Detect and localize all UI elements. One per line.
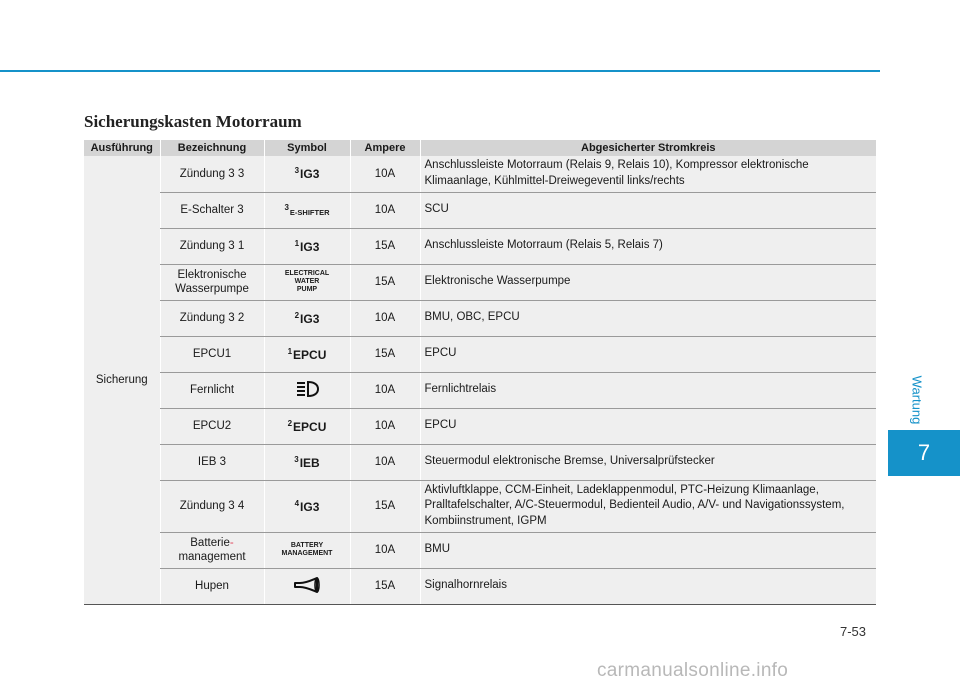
ampere-cell: 10A — [350, 372, 420, 408]
stromkreis-cell: BMU, OBC, EPCU — [420, 300, 876, 336]
ampere-cell: 10A — [350, 192, 420, 228]
ampere-cell: 10A — [350, 532, 420, 568]
fuse-symbol: ELECTRICAL WATER PUMP — [284, 270, 330, 293]
symbol-cell — [264, 532, 350, 568]
ampere-cell: 15A — [350, 336, 420, 372]
fuse-symbol: $^2$IG3 — [294, 310, 320, 326]
bezeichnung-cell: Zündung 3 3 — [160, 156, 264, 192]
stromkreis-cell: SCU — [420, 192, 876, 228]
table-row — [84, 408, 876, 444]
stromkreis-cell: Fernlichtrelais — [420, 372, 876, 408]
stromkreis-cell: Signalhornrelais — [420, 568, 876, 604]
table-row — [84, 156, 876, 192]
stromkreis-cell: Anschlussleiste Motorraum (Relais 5, Relais 7) — [420, 228, 876, 264]
bezeichnung-cell: E-Schalter 3 — [160, 192, 264, 228]
bezeichnung-cell: Batterie- management — [160, 532, 264, 568]
fuse-symbol: $^3$IG3 — [294, 166, 320, 182]
ampere-cell: 15A — [350, 480, 420, 532]
stromkreis-cell: EPCU — [420, 336, 876, 372]
symbol-cell — [264, 228, 350, 264]
watermark: carmanualsonline.info — [597, 660, 789, 681]
ausfuehrung-cell: Sicherung — [84, 156, 160, 604]
ampere-cell: 15A — [350, 228, 420, 264]
fuse-symbol: $^3$E-SHIFTER — [284, 202, 330, 217]
symbol-cell — [264, 192, 350, 228]
stromkreis-cell: EPCU — [420, 408, 876, 444]
table-row — [84, 532, 876, 568]
table-row — [84, 192, 876, 228]
ampere-cell: 10A — [350, 444, 420, 480]
section-title: Sicherungskasten Motorraum — [84, 112, 302, 131]
bezeichnung-cell: EPCU1 — [160, 336, 264, 372]
symbol-cell — [264, 408, 350, 444]
page-number: 7-53 — [840, 624, 867, 639]
symbol-cell — [264, 480, 350, 532]
bezeichnung-cell: Zündung 3 4 — [160, 480, 264, 532]
bezeichnung-cell: Fernlicht — [160, 372, 264, 408]
table-row — [84, 444, 876, 480]
stromkreis-cell: Anschlussleiste Motorraum (Relais 9, Relais 10), Kompressor elektronische Klimaanlage, Kühlmittel-Dreiwegeventil links/rechts — [420, 156, 876, 192]
ampere-cell: 15A — [350, 264, 420, 300]
bezeichnung-cell: EPCU2 — [160, 408, 264, 444]
fuse-symbol: $^2$EPCU — [287, 418, 327, 434]
chapter-number-tab: 7 — [888, 430, 960, 476]
fuse-symbol: $^1$EPCU — [287, 346, 327, 362]
symbol-cell — [264, 444, 350, 480]
top-rule — [0, 70, 880, 72]
table-row — [84, 336, 876, 372]
fuse-symbol: $^4$IG3 — [294, 498, 320, 514]
stromkreis-cell: Steuermodul elektronische Bremse, Universalprüfstecker — [420, 444, 876, 480]
table-row — [84, 372, 876, 408]
header-bezeichnung: Bezeichnung — [160, 140, 264, 156]
stromkreis-cell: Elektronische Wasserpumpe — [420, 264, 876, 300]
ampere-cell: 15A — [350, 568, 420, 604]
symbol-cell — [264, 336, 350, 372]
high-beam-icon — [294, 379, 320, 402]
table-row — [84, 228, 876, 264]
symbol-cell — [264, 156, 350, 192]
fuse-symbol: $^1$IG3 — [294, 238, 320, 254]
bezeichnung-cell: Zündung 3 1 — [160, 228, 264, 264]
bezeichnung-cell: IEB 3 — [160, 444, 264, 480]
header-ausfuehrung: Ausführung — [84, 140, 160, 156]
table-row — [84, 568, 876, 604]
symbol-cell — [264, 264, 350, 300]
symbol-cell — [264, 300, 350, 336]
fuse-symbol: $^3$IEB — [294, 454, 320, 470]
ampere-cell: 10A — [350, 156, 420, 192]
chapter-side-label: Wartung — [909, 375, 925, 425]
symbol-cell — [264, 568, 350, 604]
horn-icon — [292, 575, 322, 598]
table-row — [84, 480, 876, 532]
header-ampere: Ampere — [350, 140, 420, 156]
symbol-cell — [264, 372, 350, 408]
fuse-table — [84, 140, 876, 605]
ampere-cell: 10A — [350, 408, 420, 444]
header-stromkreis: Abgesicherter Stromkreis — [420, 140, 876, 156]
bezeichnung-cell: Hupen — [160, 568, 264, 604]
table-row — [84, 264, 876, 300]
fuse-symbol: BATTERY MANAGEMENT — [281, 542, 333, 557]
header-symbol: Symbol — [264, 140, 350, 156]
stromkreis-cell: BMU — [420, 532, 876, 568]
stromkreis-cell: Aktivluftklappe, CCM-Einheit, Ladeklappenmodul, PTC-Heizung Klimaanlage, Pralltafelschalter, A/C-Steuermodul, Bedienteil Audio, A/V- und Navigationssystem, Kombiinstrument, IGPM — [420, 480, 876, 532]
bezeichnung-cell: Elektronische Wasserpumpe — [160, 264, 264, 300]
table-header-row — [84, 140, 876, 156]
bezeichnung-cell: Zündung 3 2 — [160, 300, 264, 336]
ampere-cell: 10A — [350, 300, 420, 336]
table-row — [84, 300, 876, 336]
